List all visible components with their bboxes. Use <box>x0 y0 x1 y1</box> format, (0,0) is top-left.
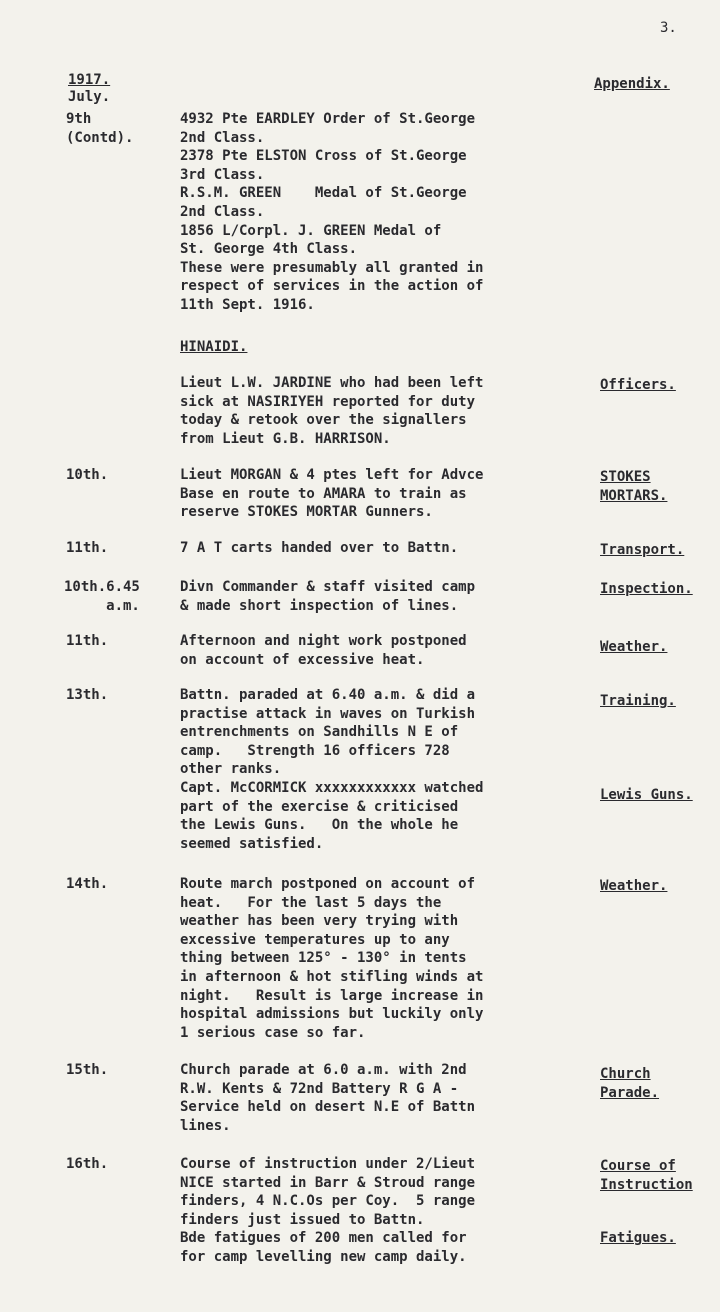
location-heading: HINAIDI. <box>180 339 248 355</box>
margin-note: Course of Instruction <box>600 1158 693 1193</box>
entry-line: Capt. McCORMICK xxxxxxxxxxxx watched <box>180 779 484 796</box>
entry-date: 14th. <box>66 876 109 892</box>
entry-line: 2378 Pte ELSTON Cross of St.George <box>180 148 467 165</box>
entry-body <box>180 632 590 669</box>
entry-date: 11th. <box>66 633 109 649</box>
margin-note: Transport. <box>600 542 685 558</box>
entry-line: Battn. paraded at 6.40 a.m. & did a <box>180 687 476 703</box>
entry-line: for camp levelling new camp daily. <box>180 1248 467 1265</box>
entry-line: today & retook over the signallers <box>180 412 467 429</box>
entry-line: Lieut L.W. JARDINE who had been left <box>180 375 484 391</box>
entry-date: 16th. <box>66 1156 109 1172</box>
year: 1917. <box>68 72 111 88</box>
entry-line: hospital admissions but luckily only <box>180 1006 484 1023</box>
entry-line: 11th Sept. 1916. <box>180 296 315 313</box>
entry-line: excessive temperatures up to any <box>180 931 450 948</box>
entry-body <box>180 1061 590 1135</box>
entry-line: finders just issued to Battn. <box>180 1211 425 1228</box>
entry-line: Base en route to AMARA to train as <box>180 485 467 502</box>
entry-line: finders, 4 N.C.Os per Coy. 5 range <box>180 1193 476 1210</box>
entry-line: the Lewis Guns. On the whole he <box>180 817 459 834</box>
margin-note: Church Parade. <box>600 1066 660 1101</box>
entry-body <box>180 578 590 615</box>
entry-line: lines. <box>180 1117 231 1134</box>
month: July. <box>68 89 111 105</box>
entry-date: 9th (Contd). <box>66 111 134 146</box>
entry-line: respect of services in the action of <box>180 278 484 295</box>
entry-line: & made short inspection of lines. <box>180 597 459 614</box>
margin-note: STOKES MORTARS. <box>600 469 668 504</box>
entry-line: 3rd Class. <box>180 166 265 183</box>
entry-body <box>180 338 590 357</box>
entry-line: in afternoon & hot stifling winds at <box>180 968 484 985</box>
page-number: 3. <box>660 20 677 36</box>
entry-body <box>180 875 590 1042</box>
entry-line: 1856 L/Corpl. J. GREEN Medal of <box>180 222 442 239</box>
entry-line: 4932 Pte EARDLEY Order of St.George <box>180 111 476 127</box>
entry-line: R.S.M. GREEN Medal of St.George <box>180 185 467 202</box>
margin-note: Lewis Guns. <box>600 787 693 803</box>
entry-line: heat. For the last 5 days the <box>180 894 442 911</box>
entry-line: on account of excessive heat. <box>180 651 425 668</box>
entry-body <box>180 466 590 522</box>
margin-note: Inspection. <box>600 581 693 597</box>
entry-date: 15th. <box>66 1062 109 1078</box>
entry-line: NICE started in Barr & Stroud range <box>180 1174 476 1191</box>
entry-line: Afternoon and night work postponed <box>180 633 467 649</box>
margin-note: Weather. <box>600 878 668 894</box>
entry-line: other ranks. <box>180 761 282 778</box>
entry-date: 13th. <box>66 687 109 703</box>
entry-line: part of the exercise & criticised <box>180 798 459 815</box>
entry-line: thing between 125° - 130° in tents <box>180 950 467 967</box>
entry-line: Bde fatigues of 200 men called for <box>180 1230 467 1247</box>
entry-line: from Lieut G.B. HARRISON. <box>180 430 391 447</box>
entry-line: weather has been very trying with <box>180 913 459 930</box>
entry-line: reserve STOKES MORTAR Gunners. <box>180 504 433 521</box>
entry-line: 1 serious case so far. <box>180 1024 366 1041</box>
entry-line: sick at NASIRIYEH reported for duty <box>180 393 476 410</box>
entry-body <box>180 110 590 315</box>
entry-line: 7 A T carts handed over to Battn. <box>180 540 459 556</box>
entry-line: Lieut MORGAN & 4 ptes left for Advce <box>180 467 484 483</box>
entry-body <box>180 374 590 448</box>
entry-line: 2nd Class. <box>180 129 265 146</box>
entry-line: 2nd Class. <box>180 203 265 220</box>
margin-note: Officers. <box>600 377 676 393</box>
entry-line: practise attack in waves on Turkish <box>180 705 476 722</box>
entry-line: These were presumably all granted in <box>180 259 484 276</box>
margin-note: Fatigues. <box>600 1230 676 1246</box>
entry-line: seemed satisfied. <box>180 835 324 852</box>
entry-line: entrenchments on Sandhills N E of <box>180 724 459 741</box>
entry-body <box>180 1155 590 1267</box>
entry-date: 10th. <box>66 467 109 483</box>
margin-note: Weather. <box>600 639 668 655</box>
margin-note: Training. <box>600 693 676 709</box>
entry-date: 11th. <box>66 540 109 556</box>
entry-body <box>180 686 590 853</box>
entry-line: St. George 4th Class. <box>180 241 358 258</box>
entry-line: Course of instruction under 2/Lieut <box>180 1156 476 1172</box>
entry-line: camp. Strength 16 officers 728 <box>180 742 450 759</box>
appendix-header: Appendix. <box>594 76 670 92</box>
date-header <box>68 72 110 106</box>
entry-line: Route march postponed on account of <box>180 876 476 892</box>
entry-line: Divn Commander & staff visited camp <box>180 579 476 595</box>
entry-line: night. Result is large increase in <box>180 987 484 1004</box>
entry-date: 10th.6.45 a.m. <box>64 579 140 614</box>
entry-line: Service held on desert N.E of Battn <box>180 1099 476 1116</box>
entry-line: R.W. Kents & 72nd Battery R G A - <box>180 1080 459 1097</box>
entry-line: Church parade at 6.0 a.m. with 2nd <box>180 1062 467 1078</box>
entry-body <box>180 539 590 558</box>
